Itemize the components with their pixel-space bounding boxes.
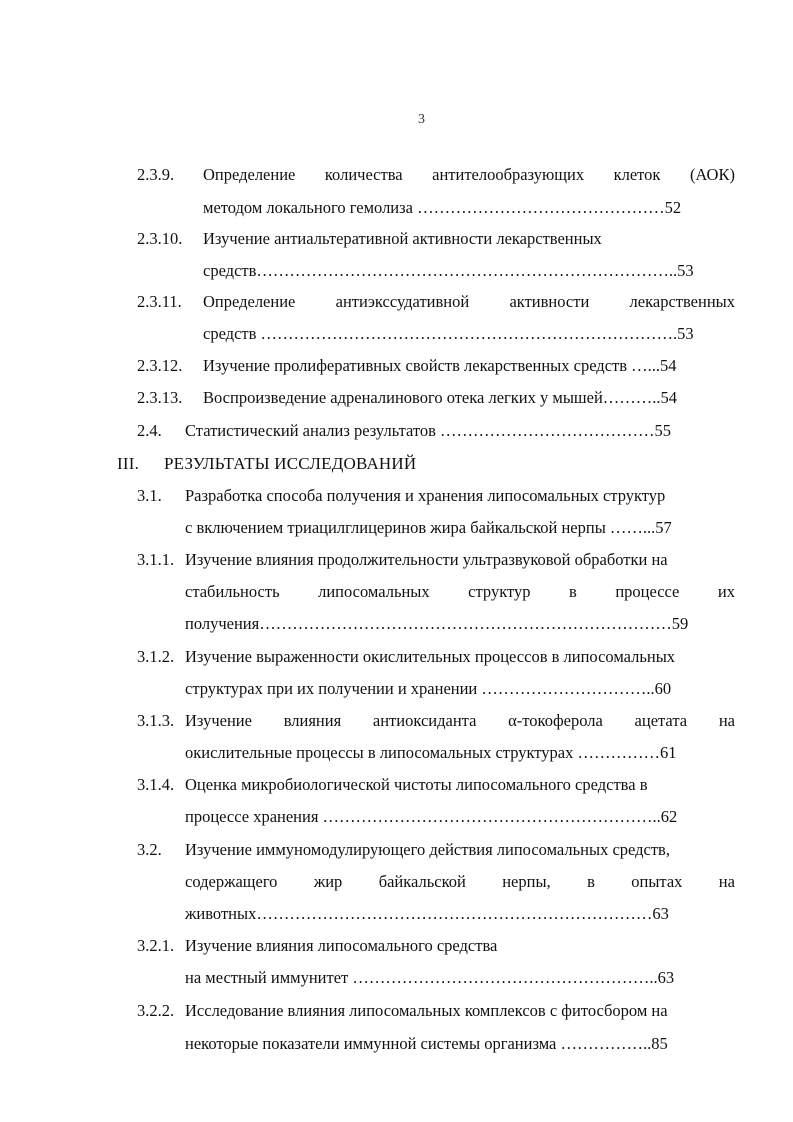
entry-number: 3.2.2. — [137, 1001, 175, 1020]
entry-title-line1: Изучение антиальтеративной активности лекарственных — [203, 229, 602, 248]
entry-title-line3: животных………………………………………………………………63 — [185, 904, 669, 923]
word: влияния — [283, 711, 342, 730]
entry-title-line1: Воспроизведение адреналинового отека легких у мышей………..54 — [203, 388, 678, 407]
section-title: РЕЗУЛЬТАТЫ ИССЛЕДОВАНИЙ — [164, 454, 417, 473]
entry-title-line2 — [185, 582, 735, 602]
section-number: III. — [117, 454, 140, 473]
entry-number: 3.1.2. — [137, 647, 175, 666]
word: антиэкссудативной — [335, 292, 470, 311]
entry-number: 3.2. — [137, 840, 162, 859]
entry-number: 3.1.3. — [137, 711, 175, 730]
entry-number: 2.3.12. — [137, 356, 183, 375]
entry-title-line2: средств ………………………………………………………………….53 — [203, 324, 694, 343]
entry-title-line1 — [203, 292, 735, 312]
word: клеток — [613, 165, 661, 184]
word: количества — [324, 165, 403, 184]
entry-number: 3.1. — [137, 486, 162, 505]
word: содержащего — [185, 872, 278, 891]
entry-title-line1 — [185, 711, 735, 731]
entry-title-line2: с включением триацилглицеринов жира байкальской нерпы ……...57 — [185, 518, 672, 537]
entry-title-line1: Изучение влияния продолжительности ультразвуковой обработки на — [185, 550, 668, 569]
word: процессе — [615, 582, 680, 601]
word: антителообразующих — [432, 165, 585, 184]
entry-title-line2: структурах при их получении и хранении …………………………..60 — [185, 679, 672, 698]
word: Определение — [203, 292, 296, 311]
entry-number: 2.3.11. — [137, 292, 182, 311]
entry-number: 3.1.1. — [137, 550, 175, 569]
entry-number: 3.1.4. — [137, 775, 175, 794]
entry-number: 2.3.9. — [137, 165, 175, 184]
entry-title-line1: Исследование влияния липосомальных комплексов с фитосбором на — [185, 1001, 668, 1020]
entry-title-line2: на местный иммунитет ………………………………………………..63 — [185, 968, 675, 987]
entry-title-line1: Изучение влияния липосомального средства — [185, 936, 498, 955]
entry-title-line2: средств…………………………………………………………………..53 — [203, 261, 694, 280]
entry-title-line1: Оценка микробиологической чистоты липосомального средства в — [185, 775, 648, 794]
word: α-токоферола — [508, 711, 603, 730]
word: активности — [509, 292, 590, 311]
word: лекарственных — [629, 292, 735, 311]
entry-title-line2: методом локального гемолиза ………………………………………52 — [203, 198, 682, 217]
entry-title-line1: Разработка способа получения и хранения липосомальных структур — [185, 486, 666, 505]
entry-title-line2: процессе хранения ……………………………………………………..62 — [185, 807, 678, 826]
word: опытах — [631, 872, 683, 891]
entry-title-line1: Изучение выраженности окислительных процессов в липосомальных — [185, 647, 676, 666]
word: в — [569, 582, 577, 601]
word: в — [587, 872, 595, 891]
word: липосомальных — [318, 582, 430, 601]
entry-title-line1 — [203, 165, 735, 185]
word: Определение — [203, 165, 296, 184]
entry-number: 3.2.1. — [137, 936, 175, 955]
entry-title-line2 — [185, 872, 735, 892]
word: байкальской — [378, 872, 466, 891]
word: нерпы, — [502, 872, 551, 891]
word: стабильность — [185, 582, 280, 601]
entry-number: 2.4. — [137, 421, 162, 440]
page-number: 3 — [418, 112, 425, 127]
entry-title-line1: Изучение иммуномодулирующего действия липосомальных средств, — [185, 840, 670, 859]
word: (АОК) — [689, 165, 735, 184]
entry-number: 2.3.13. — [137, 388, 183, 407]
word: их — [717, 582, 735, 601]
entry-title-line2: окислительные процессы в липосомальных структурах ……………61 — [185, 743, 677, 762]
word: антиоксиданта — [372, 711, 477, 730]
entry-title-line3: получения…………………………………………………………………59 — [185, 614, 689, 633]
word: Изучение — [185, 711, 252, 730]
word: на — [718, 711, 735, 730]
entry-title-line2: некоторые показатели иммунной системы организма ……………..85 — [185, 1034, 668, 1053]
word: жир — [313, 872, 343, 891]
word: структур — [468, 582, 531, 601]
word: ацетата — [634, 711, 688, 730]
entry-title-line1: Статистический анализ результатов …………………………………55 — [185, 421, 672, 440]
entry-title-line1: Изучение пролиферативных свойств лекарственных средств …...54 — [203, 356, 677, 375]
word: на — [718, 872, 735, 891]
entry-number: 2.3.10. — [137, 229, 183, 248]
